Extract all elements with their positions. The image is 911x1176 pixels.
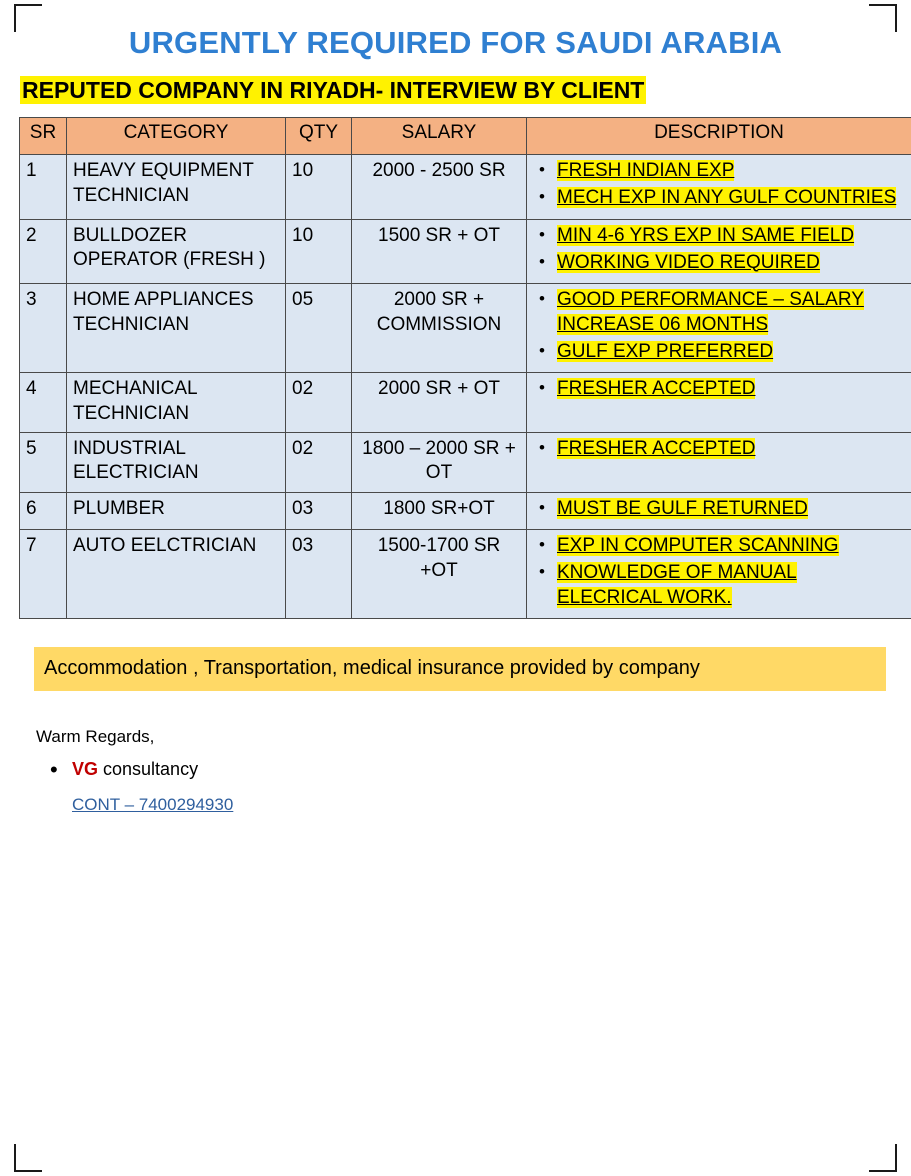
cell-category: PLUMBER	[67, 492, 286, 530]
description-item	[557, 251, 905, 276]
description-item	[557, 377, 905, 402]
cell-sr: 7	[20, 530, 67, 619]
cell-qty: 03	[286, 492, 352, 530]
cell-category: AUTO EELCTRICIAN	[67, 530, 286, 619]
list-item-contact	[72, 794, 893, 815]
description-text: MIN 4-6 YRS EXP IN SAME FIELD	[557, 224, 855, 246]
description-list	[533, 497, 905, 522]
table-row	[20, 373, 911, 433]
cell-category: INDUSTRIAL ELECTRICIAN	[67, 432, 286, 492]
description-text: FRESHER ACCEPTED	[557, 378, 756, 400]
cell-category: HEAVY EQUIPMENT TECHNICIAN	[67, 155, 286, 219]
cell-description	[527, 530, 911, 619]
description-item	[557, 159, 905, 184]
column-header-sr: SR	[20, 118, 67, 155]
cell-description	[527, 373, 911, 433]
table-row	[20, 432, 911, 492]
description-text: FRESHER ACCEPTED	[557, 437, 756, 459]
table-header-row	[20, 118, 911, 155]
table-row	[20, 530, 911, 619]
table-row	[20, 155, 911, 219]
description-item	[557, 340, 905, 365]
list-item-company	[72, 759, 893, 780]
description-text: MUST BE GULF RETURNED	[557, 497, 808, 519]
cell-category: HOME APPLIANCES TECHNICIAN	[67, 284, 286, 373]
description-item	[557, 288, 905, 337]
description-text: WORKING VIDEO REQUIRED	[557, 251, 820, 273]
benefits-note-container	[34, 647, 893, 691]
cell-sr: 2	[20, 219, 67, 283]
description-item	[557, 497, 905, 522]
page-subtitle: REPUTED COMPANY IN RIYADH- INTERVIEW BY CLIENT	[22, 77, 645, 104]
description-item	[557, 186, 905, 211]
description-item	[557, 224, 905, 249]
description-item	[557, 534, 905, 559]
cell-description	[527, 432, 911, 492]
table-row	[20, 284, 911, 373]
contact-link[interactable]: CONT – 7400294930	[72, 795, 234, 815]
vacancies-table-body	[20, 155, 911, 619]
description-text: FRESH INDIAN EXP	[557, 160, 735, 182]
column-header-salary: SALARY	[352, 118, 527, 155]
table-row	[20, 492, 911, 530]
cell-category: MECHANICAL TECHNICIAN	[67, 373, 286, 433]
description-item	[557, 437, 905, 462]
cell-qty: 03	[286, 530, 352, 619]
subtitle-container	[20, 74, 893, 107]
column-header-category: CATEGORY	[67, 118, 286, 155]
description-list	[533, 534, 905, 610]
cell-qty: 10	[286, 155, 352, 219]
description-list	[533, 437, 905, 462]
cell-sr: 3	[20, 284, 67, 373]
cell-description	[527, 284, 911, 373]
cell-salary: 2000 SR + COMMISSION	[352, 284, 527, 373]
cell-description	[527, 492, 911, 530]
cell-salary: 1800 – 2000 SR + OT	[352, 432, 527, 492]
benefits-note: Accommodation , Transportation, medical insurance provided by company	[34, 647, 886, 691]
description-list	[533, 288, 905, 364]
description-text: EXP IN COMPUTER SCANNING	[557, 535, 839, 557]
cell-sr: 4	[20, 373, 67, 433]
page-title: URGENTLY REQUIRED FOR SAUDI ARABIA	[128, 25, 783, 60]
cell-description	[527, 219, 911, 283]
signoff-list	[18, 759, 893, 815]
cell-salary: 2000 - 2500 SR	[352, 155, 527, 219]
description-text: KNOWLEDGE OF MANUAL ELECRICAL WORK.	[557, 561, 797, 608]
cell-salary: 1800 SR+OT	[352, 492, 527, 530]
column-header-qty: QTY	[286, 118, 352, 155]
cell-salary: 1500 SR + OT	[352, 219, 527, 283]
regards-text: Warm Regards,	[36, 727, 155, 747]
cell-qty: 05	[286, 284, 352, 373]
cell-qty: 02	[286, 432, 352, 492]
cell-sr: 5	[20, 432, 67, 492]
cell-category: BULLDOZER OPERATOR (FRESH )	[67, 219, 286, 283]
column-header-description: DESCRIPTION	[527, 118, 911, 155]
cell-salary: 1500-1700 SR +OT	[352, 530, 527, 619]
company-name: VG	[72, 759, 99, 780]
description-list	[533, 224, 905, 275]
cell-sr: 1	[20, 155, 67, 219]
cell-description	[527, 155, 911, 219]
description-list	[533, 159, 905, 210]
description-item	[557, 561, 905, 610]
description-text: MECH EXP IN ANY GULF COUNTRIES	[557, 187, 897, 209]
cell-sr: 6	[20, 492, 67, 530]
vacancies-table	[19, 117, 911, 619]
cell-qty: 10	[286, 219, 352, 283]
cell-salary: 2000 SR + OT	[352, 373, 527, 433]
table-row	[20, 219, 911, 283]
company-suffix: consultancy	[98, 759, 199, 780]
description-list	[533, 377, 905, 402]
description-text: GULF EXP PREFERRED	[557, 340, 774, 362]
cell-qty: 02	[286, 373, 352, 433]
description-text: GOOD PERFORMANCE – SALARY INCREASE 06 MONTHS	[557, 289, 864, 335]
